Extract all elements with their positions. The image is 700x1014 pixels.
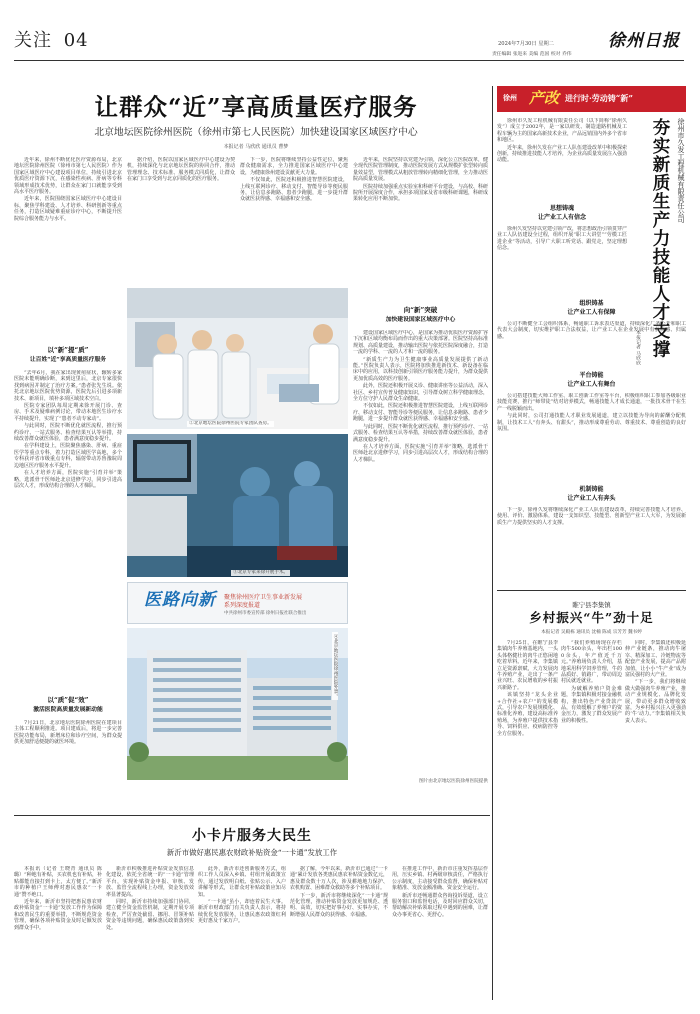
col4-sub-title: 向“新”突破 (403, 306, 438, 314)
side-intro (497, 118, 627, 202)
main-col4-p4: “新质生产力为卫生健康事业高质量发展提供了新动能。”医院负责人表示，医院将加快推进新技术、新设备在临床中的应用，以科技创新引领医疗服务能力提升，为群众提供更加优质高效的医疗服务。 (353, 356, 488, 382)
side-sec4-title: 机制铸能 (579, 486, 604, 493)
rural-col3-p2: “下一步，我们将继续做大做强肉牛养殖产业，推动产业规模化、品牌化发展，带动更多群众增收致富，为乡村振兴注入更强劲的‘牛’动力。”李集镇相关负责人表示。 (625, 679, 686, 724)
photo-surgery (127, 434, 348, 577)
main-col4-p2: 医院持续加强重点实验室和科研平台建设，与高校、科研院所开展深度合作，承担多项国家及省市级科研课题，科研成果转化应用不断加快。 (353, 183, 488, 203)
side-sec2-p1: 公司不断健全工会组织体系，畅通职工诉求表达渠道，持续深化厂务公开和职工代表大会制度，切实维护职工合法权益，让产业工人在企业发展中有获得感、归属感。 (497, 321, 686, 340)
side-vertical-title: 夯实新质生产力技能人才支撑 (650, 118, 670, 359)
main-col2-p3: 在学科建设上，医院聚焦感染、肝病、重症医学等重点专科，着力打造区域医学高地，多个专科获评省市级重点专科，辐射带动苏鲁豫皖周边地区医疗服务水平提升。 (14, 443, 122, 469)
section-label-text: 关注 (14, 30, 52, 51)
rural-kicker: 睢宁县李集镇 (572, 601, 611, 609)
side-sec2-title: 组织铸基 (579, 300, 604, 307)
series-banner (127, 582, 348, 624)
main-col4-p3: 建设国家区域医疗中心，是国家为推动优质医疗资源扩容下沉和区域均衡布局而作出的重大决策部署。医院坚持高标准规划、高质量建设，推动输出医院与依托医院深度融合，打造一流的学科、一流的人才和一流的服务。 (353, 330, 488, 356)
main-col4-p2b: 与此同时，医院不断优化就医流程，推行预约诊疗、一站式服务、检查结果互认等举措，持续改善群众就医体验，患者满意度稳步提升。 (353, 423, 488, 443)
ward-round-illustration (127, 288, 348, 429)
photo-credit: 图片由北京地坛医院徐州医院提供 (419, 779, 488, 784)
side-banner-city: 徐州 (503, 93, 517, 102)
rural-col2-p1: “我们养殖场现在存栏肉牛500余头，年出栏1000余头，年产值近千万元。”养殖场负责人介绍，基地采用科学饲养管理，牛的品质好、销路广，带动周边村民就近就业。 (561, 640, 622, 685)
bottom-title: 小卡片服务大民生 (192, 828, 312, 844)
bottom-col2-p1: 新沂市积极推进补贴资金发放信息化建设，依托全省统一的“一卡通”管理平台，实现补贴资金申报、审核、发放、监管全流程线上办理，资金发放效率显著提高。 (106, 866, 194, 898)
rural-col2-p2: 为破解养殖户资金难题，李集镇积极对接金融机构，推出特色产业贷款产品，有效缓解了养殖户的资金压力，激发了群众发展产业的积极性。 (561, 685, 622, 724)
side-sec4-body (497, 507, 686, 577)
main-col3-p1: 据介绍，医院以国家区域医疗中心建设为契机，持续深化与北京地坛医院的协同合作，推动管理理念、技术标准、服务模式同质化，让群众在家门口享受到与北京同质化的医疗服务。 (127, 157, 235, 183)
side-divider (497, 590, 686, 591)
side-sec4-p1: 下一步，徐州久发将继续深化产业工人队伍建设改革，持续完善技能人才培养、使用、评价、激励体系，建设一支知识型、技能型、创新型产业工人大军，为发展新质生产力提供坚实的人才支撑。 (497, 507, 686, 526)
rural-col3-p1: 同时，李集镇还积极延伸产业链条，推动肉牛屠宰、精深加工、冷链物流等配套产业发展，提高产品附加值，让小小“牛产业”成为富民强村的大产业。 (625, 640, 686, 679)
bottom-col2 (106, 866, 194, 1002)
main-col1-p2: 近年来，医院围绕国家区域医疗中心建设目标，聚焦学科建设、人才培养、科研创新等重点任务，打造区域疑难重症诊疗中心，不断提升医院综合服务能力与水平。 (14, 196, 122, 222)
side-sec1-title: 思想铸魂 (549, 205, 574, 212)
photo-hospital-exterior (127, 628, 348, 780)
header-editor: 责任编辑 张进来 美编 范国 校对 乔伟 (492, 52, 572, 57)
photo3-caption: ④北京地坛医院徐州医院外景。 (333, 634, 338, 699)
side-sec4-lead: 让产业工人有奔头 (567, 495, 616, 502)
sub2-lead: 激活医院高质量发展新动能 (14, 706, 122, 714)
bottom-col1-p1: 本报讯（记者 王晓青 通讯员 陈璐）“种地有补贴，买农机也有补贴，补贴都能直接打到卡上，太方便了。”新沂市的种植户王师傅对惠民惠农“一卡通”赞不绝口。 (14, 866, 102, 898)
main-col2-p1: 医院专家团队每周定期来徐开展门诊、查房、手术及疑难病例讨论，带动本地医生诊疗水平持续提升，实现了“患者不动专家动”。 (14, 403, 122, 422)
photo2-caption: ③北京专家来徐开展手术。 (233, 570, 289, 575)
paper-name-logo: 徐州日报 (608, 31, 680, 51)
page-header (0, 0, 700, 78)
side-sec1-lead: 让产业工人有信念 (537, 214, 586, 221)
section-label (14, 30, 89, 52)
bottom-col1 (14, 866, 102, 1002)
main-col1-top (14, 157, 122, 342)
rural-byline: 本报记者 吴殿栋 通讯员 沈楠 陈成 宗芳芳 魏书婷 (541, 630, 642, 635)
sub2-title: 以“质”促“效” (14, 696, 122, 704)
bottom-col3-p1: 此外，新沂市还创新服务方式，组织工作人员深入乡镇、村组开展政策宣传，通过发放明白纸、张贴公示、入户讲解等形式，让群众对补贴政策应知尽知。 (198, 866, 286, 898)
series-banner-line3: 中共徐州市委宣传部 徐州日报社联合推出 (224, 611, 307, 616)
main-col4-p1: 近年来，医院坚持以党建为引领，深化公立医院改革，健全现代医院管理制度，推动医院发展方式从规模扩张型转向质量效益型，管理模式从粗放管理转向精细化管理，全力推动医院高质量发展。 (353, 157, 488, 183)
rural-title: 乡村振兴“牛”劲十足 (529, 610, 654, 625)
side-vertical-byline: 本报记者 马欣欣 (635, 330, 640, 366)
rural-col1-p2: 该镇坚持“龙头企业+合作社+农户”的发展模式，引导农户发展规模化、标准化养殖，建设高标准养殖场，为养殖户提供技术指导、饲料供应、疫病防控等全方位服务。 (497, 692, 558, 737)
series-banner-title: 医路向新 (144, 590, 216, 610)
main-bottom-rule (14, 815, 490, 816)
rural-col3 (625, 640, 686, 1002)
side-banner-main: 产改 (529, 89, 560, 107)
rural-col1-p1: 7月25日，在睢宁县李集镇肉牛养殖基地内，一头头体格健壮的肉牛正悠闲地吃着草料。近年来，李集镇立足资源禀赋，大力发展肉牛养殖产业，走出了一条产业兴旺、农民增收的乡村振兴新路子。 (497, 640, 558, 691)
bottom-col1-p2: 近年来，新沂市坚持把惠民惠农财政补贴资金“一卡通”发放工作作为保障和改善民生的重要举措，不断规范资金管理，确保各项补贴资金及时足额发放到群众手中。 (14, 899, 102, 931)
main-subtitle: 北京地坛医院徐州医院（徐州市第七人民医院）加快建设国家区域医疗中心 (94, 127, 418, 138)
main-col4-bottom (353, 330, 488, 775)
side-sec2-lead: 让产业工人有保障 (567, 309, 616, 316)
bottom-col5-p2: 新沂市还畅通群众咨询投诉渠道，设立服务窗口和监督电话，及时回应群众关切，帮助解决补贴领取过程中遇到的困难，让群众办事更省心、更舒心。 (392, 892, 488, 918)
main-col1-p1: 近年来，徐州不断优化医疗资源布局，北京地坛医院徐州医院（徐州市第七人民医院）作为国家区域医疗中心建设项目单位，持续引进北京优质医疗资源下沉，在感染性疾病、肝病等专科领域形成技术优势，让群众在家门口就能享受到高水平医疗服务。 (14, 157, 122, 196)
side-sec3-p2: 与此同时，公司打通技能人才职业发展通道，建立以技能为导向的薪酬分配机制，让技术工人“有奔头、有甜头”，推动形成尊重劳动、尊重技术、尊重创造的良好氛围。 (497, 413, 686, 433)
sub1-lead: 让百姓“近”享高质量医疗服务 (29, 357, 107, 363)
series-banner-line1: 聚焦徐州医疗卫生事业新发展 (224, 594, 303, 601)
rural-col2 (561, 640, 622, 1002)
bottom-col3 (198, 866, 286, 1002)
main-col4-p5: 此外，医院还积极开展义诊、健康讲座等公益活动，深入社区、乡村宣传普及健康知识，引导群众树立科学健康理念，全方位守护人民群众生命健康。 (353, 383, 488, 403)
photo1-caption: ②北京地坛医院徐州医院专家团队查房。 (189, 421, 272, 426)
bottom-col3-p2: “一卡通”虽小，却连着民生大事。新沂市财政部门有关负责人表示，将持续优化发放服务，让惠民惠农政策红利更好惠及千家万户。 (198, 899, 286, 925)
side-sec3-lead: 让产业工人有舞台 (567, 381, 616, 388)
bottom-col4 (290, 866, 388, 1002)
main-col3-p2: 下一步，医院将继续坚持公益性定位，聚焦群众健康需求，全力推进国家区域医疗中心建设，为健康徐州建设贡献更大力量。 (240, 157, 348, 176)
main-col4-p3b: 不仅如此，医院还积极推进智慧医院建设，上线互联网诊疗、移动支付、智能导诊等便民服务，让信息多跑路、患者少跑腿，进一步提升群众就医获得感、幸福感和安全感。 (353, 403, 488, 423)
bottom-col4-p2: 下一步，新沂市将继续深化“一卡通”规范化管理，推动补贴资金发放更加规范、透明、高效，切实把好事办好、实事办实，不断增强人民群众的获得感、幸福感。 (290, 892, 388, 918)
side-vertical-kicker: 徐州市久发工程机械有限责任公司 (677, 118, 685, 223)
side-sec3-p1: 公司搭建技能大师工作室、职工创新工作室等平台，积极组织职工参加各级职业技能竞赛，推行“师带徒”结对培养模式，畅通技能人才成长通道，一批技术骨干在生产一线脱颖而出。 (497, 393, 686, 412)
page-number: 04 (63, 30, 89, 51)
main-col2-p5: 7月21日，北京地坛医院徐州医院在建项目主体工程顺利推进。项目建成后，将进一步完善医院功能布局，新增床位和诊疗空间，为群众提供更加舒适便捷的就医环境。 (14, 720, 122, 746)
main-col4-p4b: 在人才培养方面，医院实施“引育并举”策略，选派骨干医师赴北京进修学习，同步引进高层次人才，形成结构合理的人才梯队。 (353, 443, 488, 463)
photo-ward-round (127, 288, 348, 429)
main-col2-p4: 在人才培养方面，医院实施“引育并举”策略，选派骨干医师赴北京进修学习，同步引进高层次人才，形成结构合理的人才梯队。 (14, 470, 122, 489)
main-byline: 本报记者 马欣欣 通讯员 曹梦 (223, 144, 289, 150)
main-col3-p3: 不仅如此，医院还积极推进智慧医院建设，上线互联网诊疗、移动支付、智能导诊等便民服务，让信息多跑路、患者少跑腿，进一步提升群众就医获得感、幸福感和安全感。 (240, 177, 348, 203)
side-sec3-body (497, 393, 686, 481)
side-sec3-title: 平台铸能 (579, 372, 604, 379)
surgery-illustration (127, 434, 348, 577)
side-sec1-body (497, 226, 627, 296)
hospital-exterior-illustration (127, 628, 348, 780)
side-sec1-p1: 徐州久发坚持以党建引领产改，将思想政治引领贯穿产业工人队伍建设全过程，组织开展“职工大讲堂”“劳模工匠进企业”等活动，引导广大职工听党话、跟党走，坚定理想信念。 (497, 226, 627, 252)
main-title: 让群众“近”享高质量医疗服务 (94, 93, 418, 121)
bottom-subtitle: 新沂市做好惠民惠农财政补贴资金“一卡通”发放工作 (166, 848, 338, 857)
main-col3-top (240, 157, 348, 282)
col4-sub-lead: 加快建设国家区域医疗中心 (385, 317, 456, 323)
main-col1-p3: “去年6月，我在家出现黄疸症状，辗转多家医院未能明确诊断，来到这里后，北京专家很快找到病因并制定了治疗方案。”患者张先生说。依托北京地坛医院优势资源，医院先后引进多项新技术、新项目，填补多项区域技术空白。 (14, 370, 122, 402)
header-rule (14, 60, 684, 61)
side-banner (497, 86, 686, 112)
bottom-col4-p1: 据了解，今年以来，新沂市已通过“一卡通”累计发放各类惠民惠农补贴资金数亿元，惠及群众数十万人次，涉及耕地地力保护、农机购置、困难群众救助等多个补贴项目。 (290, 866, 388, 892)
bottom-col5 (392, 866, 488, 1002)
main-col4-top (353, 157, 488, 302)
bottom-col5-p1: 在推进工作中，新沂市注重发挥基层作用，压实乡镇、村两级审核责任，严格执行公示制度，主动接受群众监督，确保补贴对象精准、发放金额准确、资金安全运行。 (392, 866, 488, 892)
main-col2-top (127, 157, 235, 282)
bottom-col2-p2: 同时，新沂市持续加强部门协同，建立健全资金监管机制，定期开展专项检查，严厉查处截留、挪用、冒领补贴资金等违规问题，确保惠民政策落到实处。 (106, 899, 194, 931)
main-col2-p2: 与此同时，医院不断优化就医流程，推行预约诊疗、一站式服务、检查结果互认等举措，持续改善群众就医体验，患者满意度稳步提升。 (14, 423, 122, 443)
side-intro-p2: 近年来，徐州久发在产业工人队伍建设改革中积极探索创新，持续推进技能人才培养，为企业高质量发展注入强劲动能。 (497, 144, 627, 164)
header-date: 2024年7月30日 星期二 (498, 41, 554, 47)
rural-col1 (497, 640, 558, 1002)
sub1-title: 以“新”提“质” (47, 346, 89, 354)
main-right-rule (492, 86, 493, 1000)
main-col1-final (14, 720, 122, 812)
series-banner-line2: 系列深度报道 (224, 602, 261, 609)
side-intro-p1: 徐州市久发工程机械有限责任公司（以下简称“徐州久发”）成立于2002年，是一家以研发、制造道路机械及工程车辆为主的国家高新技术企业，产品远销国内外多个省市和地区。 (497, 118, 627, 144)
side-banner-tail: 进行时·劳动铸“新” (565, 93, 633, 103)
side-sec2-body (497, 321, 686, 369)
